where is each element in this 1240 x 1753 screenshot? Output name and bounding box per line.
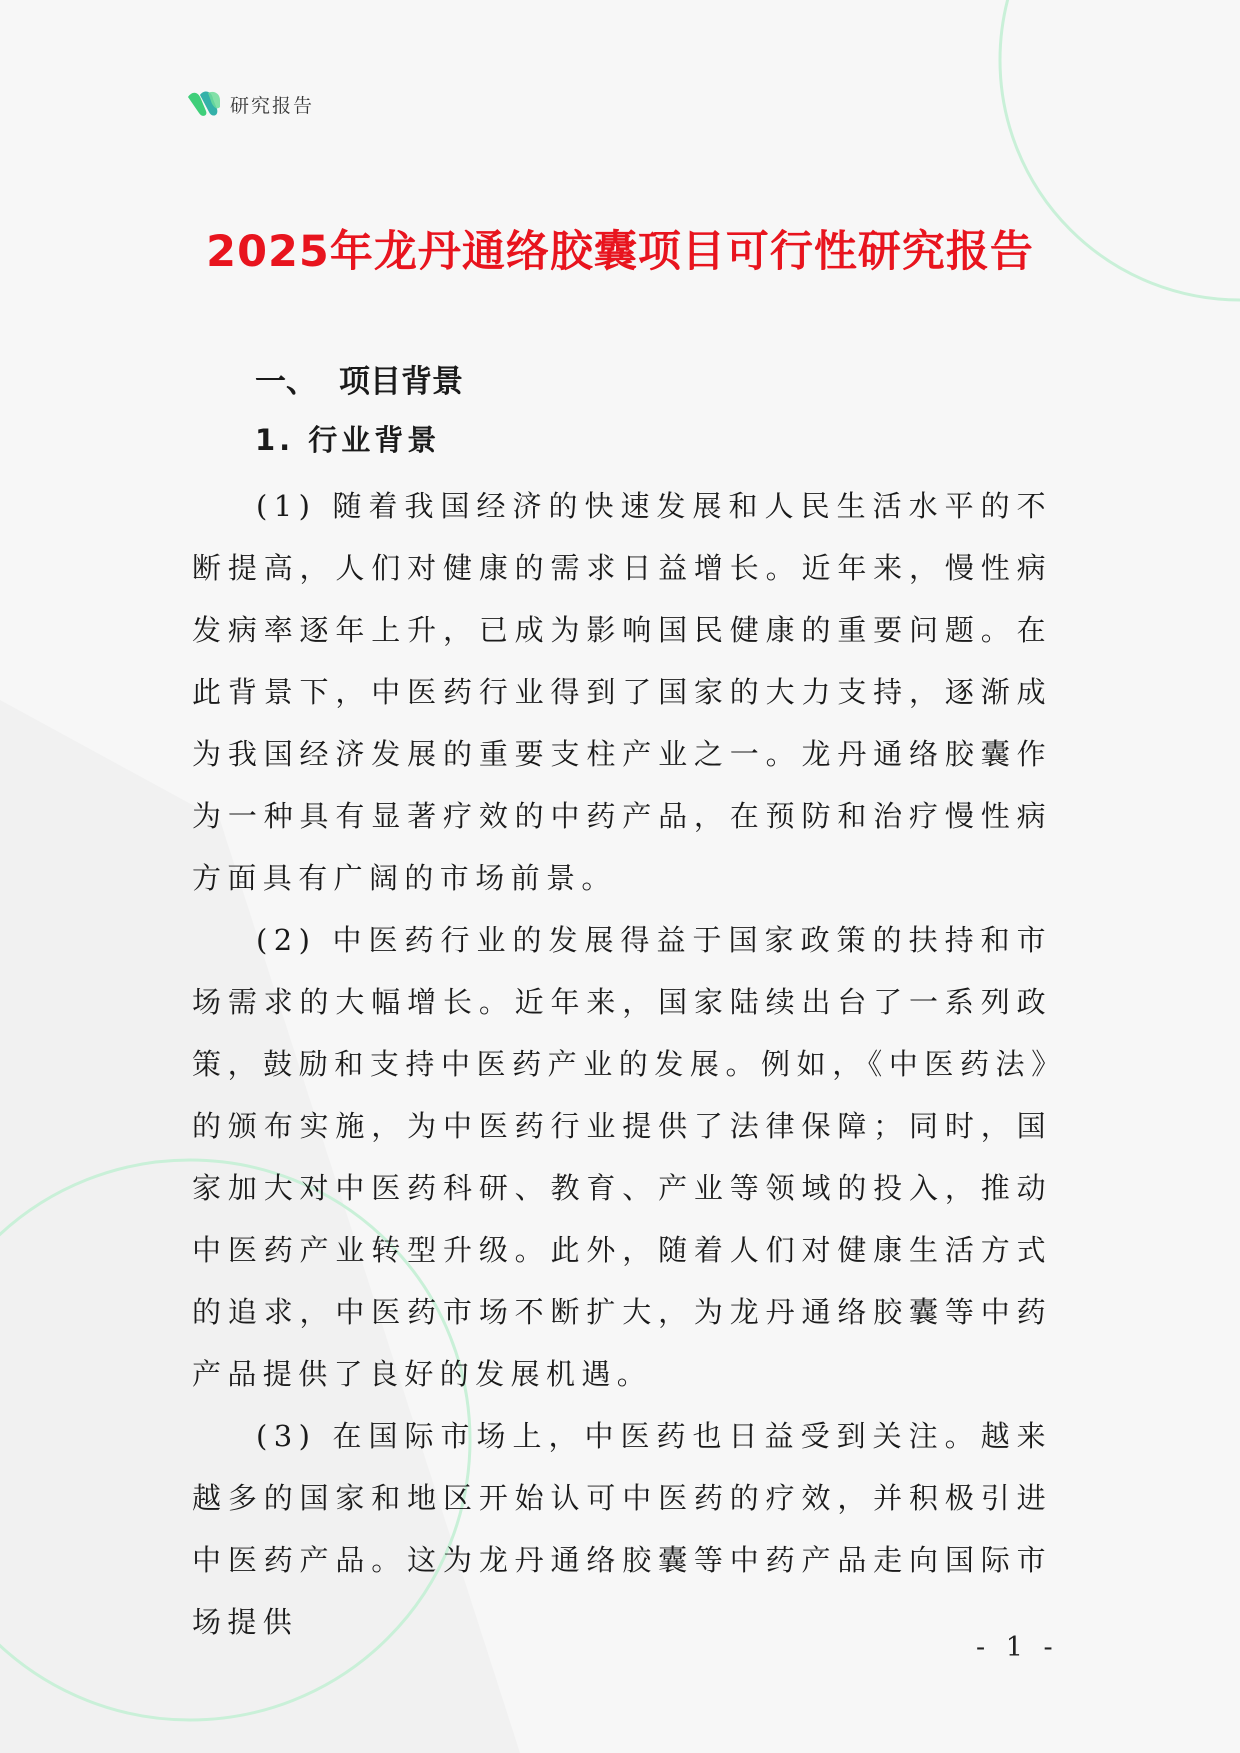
body-text: [192, 475, 1052, 1653]
paragraph: (1) 随着我国经济的快速发展和人民生活水平的不断提高，人们对健康的需求日益增长。近年来，慢性病发病率逐年上升，已成为影响国民健康的重要问题。在此背景下，中医药行业得到了国家的大力支持，逐渐成为我国经济发展的重要支柱产业之一。龙丹通络胶囊作为一种具有显著疗效的中药产品，在预防和治疗慢性病方面具有广阔的市场前景。: [192, 489, 1052, 895]
logo-icon: [186, 89, 222, 119]
paragraph: (2) 中医药行业的发展得益于国家政策的扶持和市场需求的大幅增长。近年来，国家陆续出台了一系列政策，鼓励和支持中医药产业的发展。例如，《中医药法》的颁布实施，为中医药行业提供了法律保障；同时，国家加大对中医药科研、教育、产业等领域的投入，推动中医药产业转型升级。此外，随着人们对健康生活方式的追求，中医药市场不断扩大，为龙丹通络胶囊等中药产品提供了良好的发展机遇。: [192, 923, 1052, 1391]
section-heading: [255, 356, 463, 401]
document-title: 2025年龙丹通络胶囊项目可行性研究报告: [206, 227, 1034, 277]
section-title: 项目背景: [339, 364, 463, 400]
section-number: 一、: [255, 364, 317, 400]
page-number: - 1 -: [976, 1632, 1059, 1663]
report-header: [186, 88, 314, 120]
subsection-heading: 1. 行业背景: [255, 423, 441, 457]
paragraph: (3) 在国际市场上，中医药也日益受到关注。越来越多的国家和地区开始认可中医药的疗效，并积极引进中医药产品。这为龙丹通络胶囊等中药产品走向国际市场提供: [192, 1419, 1052, 1639]
header-label: 研究报告: [230, 94, 315, 117]
